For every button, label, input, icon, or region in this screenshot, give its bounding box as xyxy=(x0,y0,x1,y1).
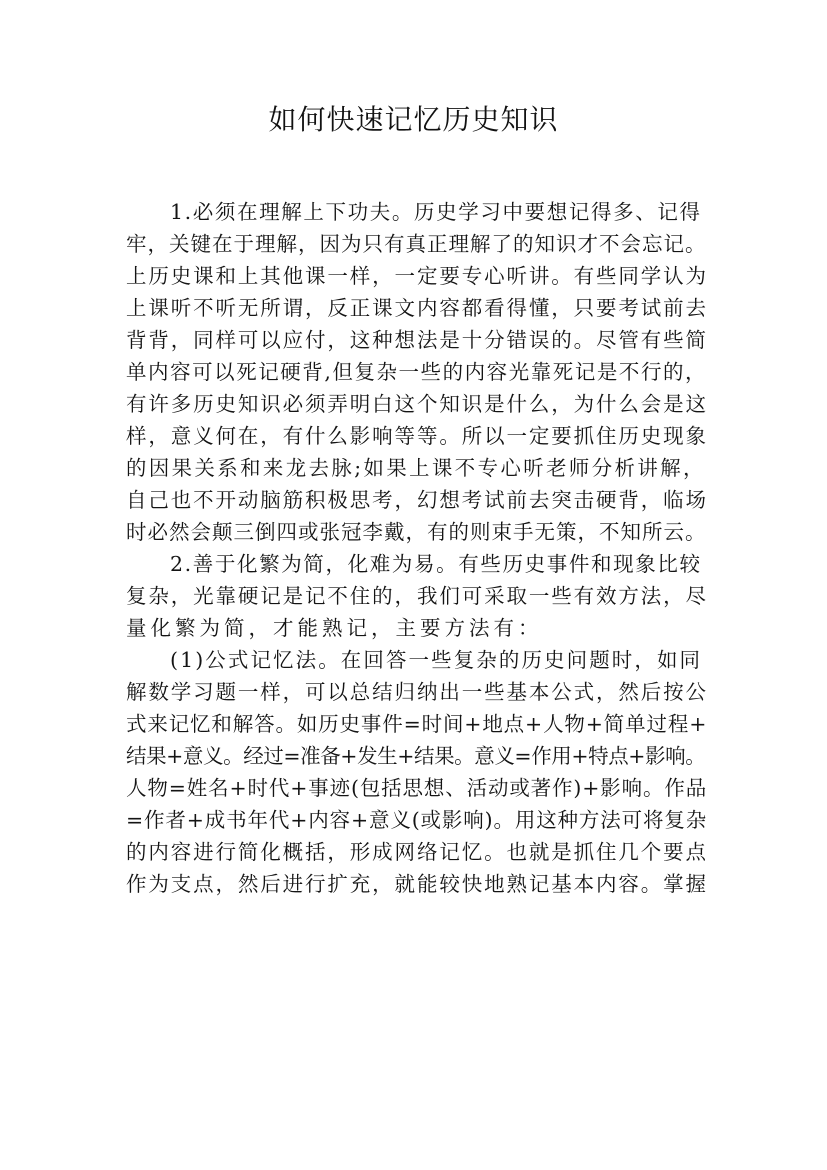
paragraph-line: 人物=姓名+时代+事迹(包括思想、活动或著作)+影响。作品 xyxy=(126,776,708,800)
paragraph-line: 时必然会颠三倒四或张冠李戴，有的则束手无策，不知所云。 xyxy=(126,520,707,544)
paragraph-line: 样，意义何在，有什么影响等等。所以一定要抓住历史现象 xyxy=(126,424,708,448)
paragraph-line: 背背，同样可以应付，这种想法是十分错误的。尽管有些简 xyxy=(126,328,708,352)
paragraph-line: 复杂，光靠硬记是记不住的，我们可采取一些有效方法，尽 xyxy=(126,584,708,608)
paragraph-line: 自己也不开动脑筋积极思考，幻想考试前去突击硬背，临场 xyxy=(126,488,708,512)
paragraph-line: 解数学习题一样，可以总结归纳出一些基本公式，然后按公 xyxy=(126,680,708,704)
paragraph-line: 作为支点，然后进行扩充，就能较快地熟记基本内容。掌握 xyxy=(126,872,708,896)
paragraph-line: 上历史课和上其他课一样，一定要专心听讲。有些同学认为 xyxy=(126,264,708,288)
paragraph-line: 量化繁为简，才能熟记，主要方法有： xyxy=(126,616,543,640)
paragraph-line: 上课听不听无所谓，反正课文内容都看得懂，只要考试前去 xyxy=(126,296,708,320)
paragraph-line: 牢，关键在于理解，因为只有真正理解了的知识才不会忘记。 xyxy=(126,232,707,256)
page-title: 如何快速记忆历史知识 xyxy=(268,103,559,136)
paragraph-line: 式来记忆和解答。如历史事件=时间+地点+人物+简单过程+ xyxy=(126,712,708,736)
paragraph-line: 1.必须在理解上下功夫。历史学习中要想记得多、记得 xyxy=(170,200,702,224)
paragraph-line: 结果+意义。经过=准备+发生+结果。意义=作用+特点+影响。 xyxy=(126,744,706,768)
paragraph-line: 的因果关系和来龙去脉;如果上课不专心听老师分析讲解， xyxy=(126,456,706,480)
paragraph-line: (1)公式记忆法。在回答一些复杂的历史问题时，如同 xyxy=(170,648,703,672)
paragraph-line: =作者+成书年代+内容+意义(或影响)。用这种方法可将复杂 xyxy=(126,808,708,832)
paragraph-line: 有许多历史知识必须弄明白这个知识是什么，为什么会是这 xyxy=(126,392,708,416)
paragraph-line: 的内容进行简化概括，形成网络记忆。也就是抓住几个要点 xyxy=(126,840,708,864)
paragraph-line: 单内容可以死记硬背,但复杂一些的内容光靠死记是不行的， xyxy=(126,360,708,384)
paragraph-line: 2.善于化繁为简，化难为易。有些历史事件和现象比较 xyxy=(170,552,702,576)
